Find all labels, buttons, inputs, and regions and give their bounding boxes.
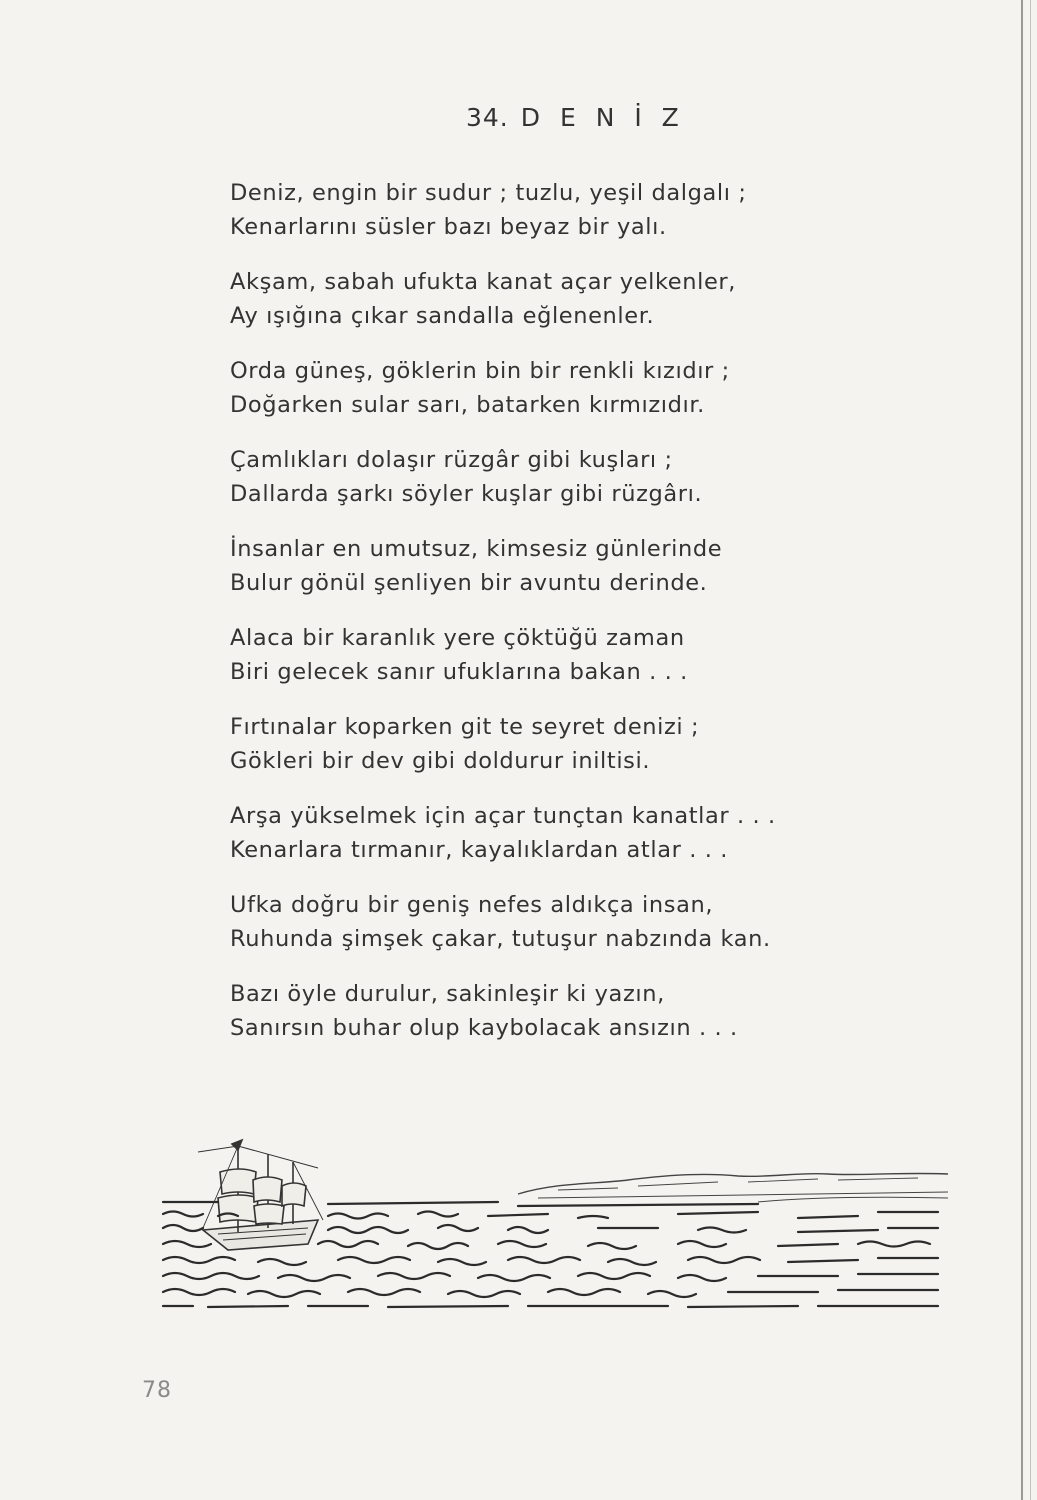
poem-line: Arşa yükselmek için açar tunçtan kanatlar . . . bbox=[230, 803, 776, 829]
stanza bbox=[230, 176, 850, 244]
poem-line: Sanırsın buhar olup kaybolacak ansızın . . . bbox=[230, 1015, 738, 1041]
poem-number: 34. bbox=[466, 103, 509, 132]
poem-line: Ay ışığına çıkar sandalla eğlenenler. bbox=[230, 303, 655, 329]
poem-line: Akşam, sabah ufukta kanat açar yelkenler, bbox=[230, 269, 737, 295]
sea-illustration bbox=[158, 1132, 950, 1314]
poem-line: Dallarda şarkı söyler kuşlar gibi rüzgârı. bbox=[230, 481, 703, 507]
poem-line: Alaca bir karanlık yere çöktüğü zaman bbox=[230, 625, 685, 651]
page-number: 78 bbox=[142, 1378, 172, 1403]
poem-line: Bulur gönül şenliyen bir avuntu derinde. bbox=[230, 570, 708, 596]
poem-line: Ufka doğru bir geniş nefes aldıkça insan, bbox=[230, 892, 714, 918]
poem-line: Doğarken sular sarı, batarken kırmızıdır. bbox=[230, 392, 705, 418]
poem-line: Deniz, engin bir sudur ; tuzlu, yeşil dalgalı ; bbox=[230, 180, 747, 206]
stanza bbox=[230, 443, 850, 511]
stanza bbox=[230, 354, 850, 422]
page-edge-shadow bbox=[1030, 0, 1031, 1500]
stanza bbox=[230, 888, 850, 956]
page-edge bbox=[1021, 0, 1023, 1500]
poem-line: Fırtınalar koparken git te seyret denizi ; bbox=[230, 714, 700, 740]
stanza bbox=[230, 621, 850, 689]
poem-body bbox=[230, 176, 850, 1066]
stanza bbox=[230, 710, 850, 778]
stanza bbox=[230, 799, 850, 867]
coastline-illustration bbox=[518, 1173, 948, 1202]
sailing-ship-icon bbox=[198, 1140, 323, 1250]
poem-line: Kenarlarını süsler bazı beyaz bir yalı. bbox=[230, 214, 667, 240]
stanza bbox=[230, 532, 850, 600]
poem-line: Gökleri bir dev gibi doldurur iniltisi. bbox=[230, 748, 651, 774]
poem-line: Kenarlara tırmanır, kayalıklardan atlar . . . bbox=[230, 837, 728, 863]
stanza bbox=[230, 265, 850, 333]
poem-line: Bazı öyle durulur, sakinleşir ki yazın, bbox=[230, 981, 665, 1007]
poem-line: Ruhunda şimşek çakar, tutuşur nabzında kan. bbox=[230, 926, 771, 952]
poem-line: Orda güneş, göklerin bin bir renkli kızıdır ; bbox=[230, 358, 730, 384]
poem-title bbox=[466, 103, 685, 132]
stanza bbox=[230, 977, 850, 1045]
poem-line: Çamlıkları dolaşır rüzgâr gibi kuşları ; bbox=[230, 447, 673, 473]
poem-line: Biri gelecek sanır ufuklarına bakan . . . bbox=[230, 659, 688, 685]
poem-line: İnsanlar en umutsuz, kimsesiz günlerinde bbox=[230, 536, 723, 562]
poem-title-word: D E N İ Z bbox=[520, 103, 685, 132]
